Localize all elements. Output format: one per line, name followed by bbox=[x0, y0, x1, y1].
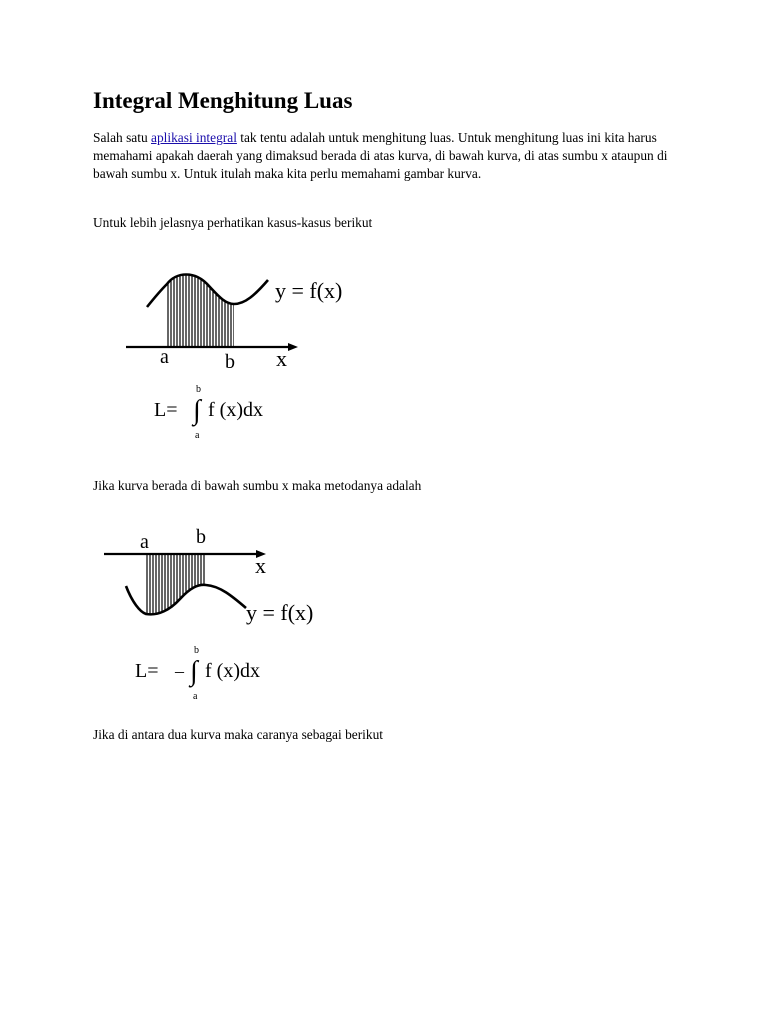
curve-label: y = f(x) bbox=[246, 600, 314, 625]
label-b: b bbox=[225, 351, 235, 373]
intro-text-end: tak tentu adalah untuk menghitung luas. Untuk menghitung luas ini kita harus memahami apakah daerah yang dimaksud berada di atas kurva, di bawah kurva, di atas sumbu x ataupun di bawah sumbu x. Untuk itulah maka kita perlu memahami gambar kurva. bbox=[93, 130, 668, 182]
axis-label-x: x bbox=[276, 346, 287, 371]
minus-sign: – bbox=[175, 661, 184, 681]
axis-label-x: x bbox=[255, 553, 266, 578]
cases-intro-paragraph: Untuk lebih jelasnya perhatikan kasus-kasus berikut bbox=[93, 215, 373, 230]
integrand: f (x)dx bbox=[205, 660, 260, 682]
area-below-axis-figure bbox=[98, 520, 348, 710]
area-above-axis-figure bbox=[120, 262, 370, 452]
label-a: a bbox=[160, 346, 169, 368]
lower-limit: a bbox=[193, 691, 198, 702]
below-axis-paragraph: Jika kurva berada di bawah sumbu x maka metodanya adalah bbox=[93, 478, 422, 493]
upper-limit: b bbox=[194, 645, 199, 656]
label-b: b bbox=[196, 526, 206, 548]
intro-paragraph bbox=[93, 129, 683, 184]
aplikasi-integral-link[interactable]: aplikasi integral bbox=[151, 130, 237, 145]
label-a: a bbox=[140, 531, 149, 553]
formula-lhs: L= bbox=[135, 660, 159, 682]
integral-sign-icon: ∫ bbox=[193, 395, 201, 426]
page-title: Integral Menghitung Luas bbox=[93, 88, 353, 113]
lower-limit: a bbox=[195, 430, 200, 441]
upper-limit: b bbox=[196, 384, 201, 395]
intro-text-start: Salah satu bbox=[93, 130, 152, 145]
between-curves-paragraph: Jika di antara dua kurva maka caranya sebagai berikut bbox=[93, 727, 383, 742]
integral-sign-icon: ∫ bbox=[190, 656, 198, 687]
x-axis-arrow-icon bbox=[288, 343, 298, 351]
curve-label: y = f(x) bbox=[275, 278, 343, 303]
formula-lhs: L= bbox=[154, 399, 178, 421]
integrand: f (x)dx bbox=[208, 399, 263, 421]
